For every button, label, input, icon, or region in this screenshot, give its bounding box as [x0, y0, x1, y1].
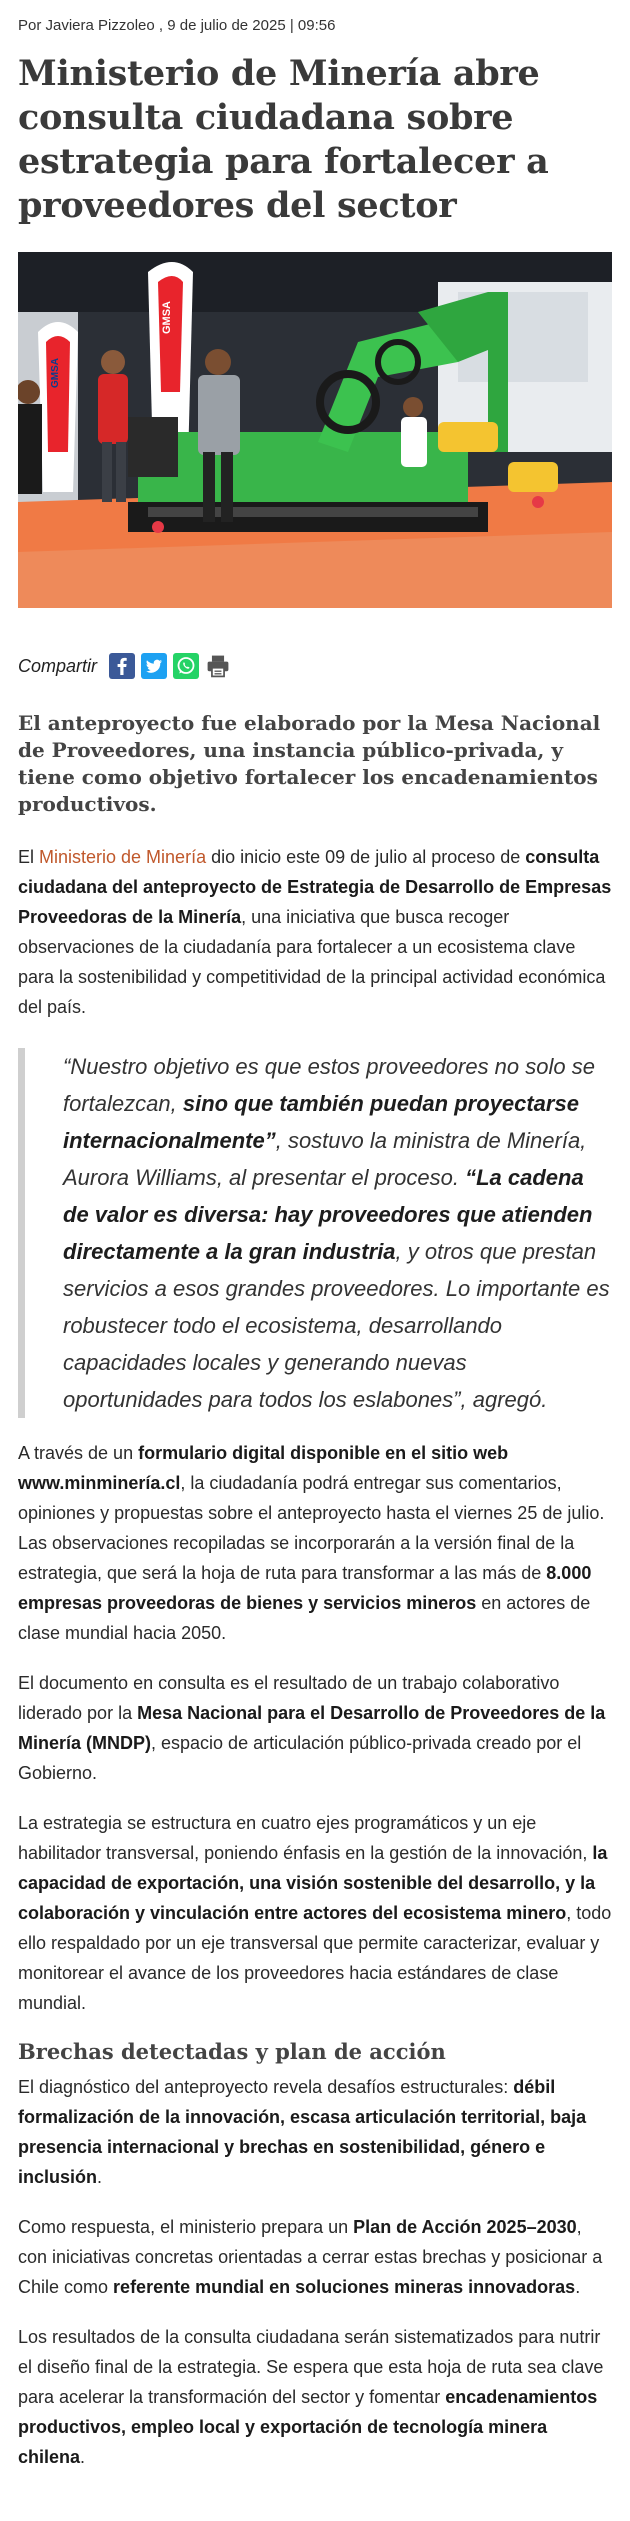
person-edge — [18, 380, 42, 494]
paragraph-3: El documento en consulta es el resultado de un trabajo colaborativo liderado por la Mesa Nacional para el Desarrollo de Proveedores de la Minería (MNDP), espacio de articulación público-privada creado por el Gobierno. — [18, 1673, 606, 1783]
paragraph-4: La estrategia se estructura en cuatro ejes programáticos y un eje habilitador transversal, poniendo énfasis en la gestión de la innovación, la capacidad de exportación, una visión sostenible del desarrollo, y la colaboración y vinculación entre actores del ecosistema minero, todo ello respaldado por un eje transversal que permite caracterizar, evaluar y monitorear el avance de los proveedores hacia estándares de clase mundial. — [18, 1813, 612, 2013]
banner-left-text: GMSA — [50, 358, 61, 388]
banner-center-text: GMSA — [161, 301, 173, 334]
share-label: Compartir — [18, 655, 98, 676]
hero-image — [18, 252, 612, 608]
article-title: Ministerio de Minería abre consulta ciudadana sobre estrategia para fortalecer a proveedores del sector — [18, 53, 549, 226]
share-bar — [18, 650, 612, 682]
paragraph-1: El Ministerio de Minería dio inicio este 09 de julio al proceso de consulta ciudadana del anteproyecto de Estrategia de Desarrollo de Empresas Proveedoras de la Minería, una iniciativa que busca recoger observaciones de la ciudadanía para fortalecer a un ecosistema clave para la sostenibilidad y competitividad de la principal actividad económica del país. — [18, 847, 612, 1017]
facebook-icon[interactable] — [109, 653, 135, 679]
section-heading: Brechas detectadas y plan de acción — [18, 2039, 446, 2064]
whatsapp-icon[interactable] — [173, 653, 199, 679]
ministry-link[interactable]: Ministerio de Minería — [39, 847, 207, 867]
paragraph-2: A través de un formulario digital disponible en el sitio web www.minminería.cl, la ciudadanía podrá entregar sus comentarios, opiniones y propuestas sobre el anteproyecto hasta el viernes 25 de julio. Las observaciones recopiladas se incorporarán a la versión final de la estrategia, que será la hoja de ruta para transformar a las más de 8.000 empresas proveedoras de bienes y servicios mineros en actores de clase mundial hacia 2050. — [18, 1443, 605, 1643]
paragraph-6: Como respuesta, el ministerio prepara un Plan de Acción 2025–2030, con iniciativas concretas orientadas a cerrar estas brechas y posicionar a Chile como referente mundial en soluciones mineras innovadoras. — [18, 2217, 603, 2297]
twitter-icon[interactable] — [141, 653, 167, 679]
pull-quote: “Nuestro objetivo es que estos proveedores no solo se fortalezcan, sino que también puedan proyectarse internacionalmente”, sostuvo la ministra de Minería, Aurora Williams, al presentar el proceso. “La cadena de valor es diversa: hay proveedores que atienden directamente a la gran industria, y otros que prestan servicios a esos grandes proveedores. Lo importante es robustecer todo el ecosistema, desarrollando capacidades locales y generando nuevas oportunidades para todos los eslabones”, agregó. — [18, 1048, 612, 1418]
byline: Por Javiera Pizzoleo , 9 de julio de 2025 | 09:56 — [18, 17, 336, 34]
print-icon[interactable] — [205, 653, 231, 679]
paragraph-5: El diagnóstico del anteproyecto revela desafíos estructurales: débil formalización de la innovación, escasa articulación territorial, baja presencia internacional y brechas en sostenibilidad, género e inclusión. — [18, 2077, 587, 2187]
paragraph-7: Los resultados de la consulta ciudadana serán sistematizados para nutrir el diseño final de la estrategia. Se espera que esta hoja de ruta sea clave para acelerar la transformación del sector y fomentar encadenamientos productivos, empleo local y exportación de tecnología minera chilena. — [18, 2327, 604, 2467]
hero-photo — [18, 252, 612, 608]
banner-left — [38, 322, 78, 492]
article-lead: El anteproyecto fue elaborado por la Mesa Nacional de Proveedores, una instancia público-privada, y tiene como objetivo fortalecer los encadenamientos productivos. — [18, 711, 601, 816]
